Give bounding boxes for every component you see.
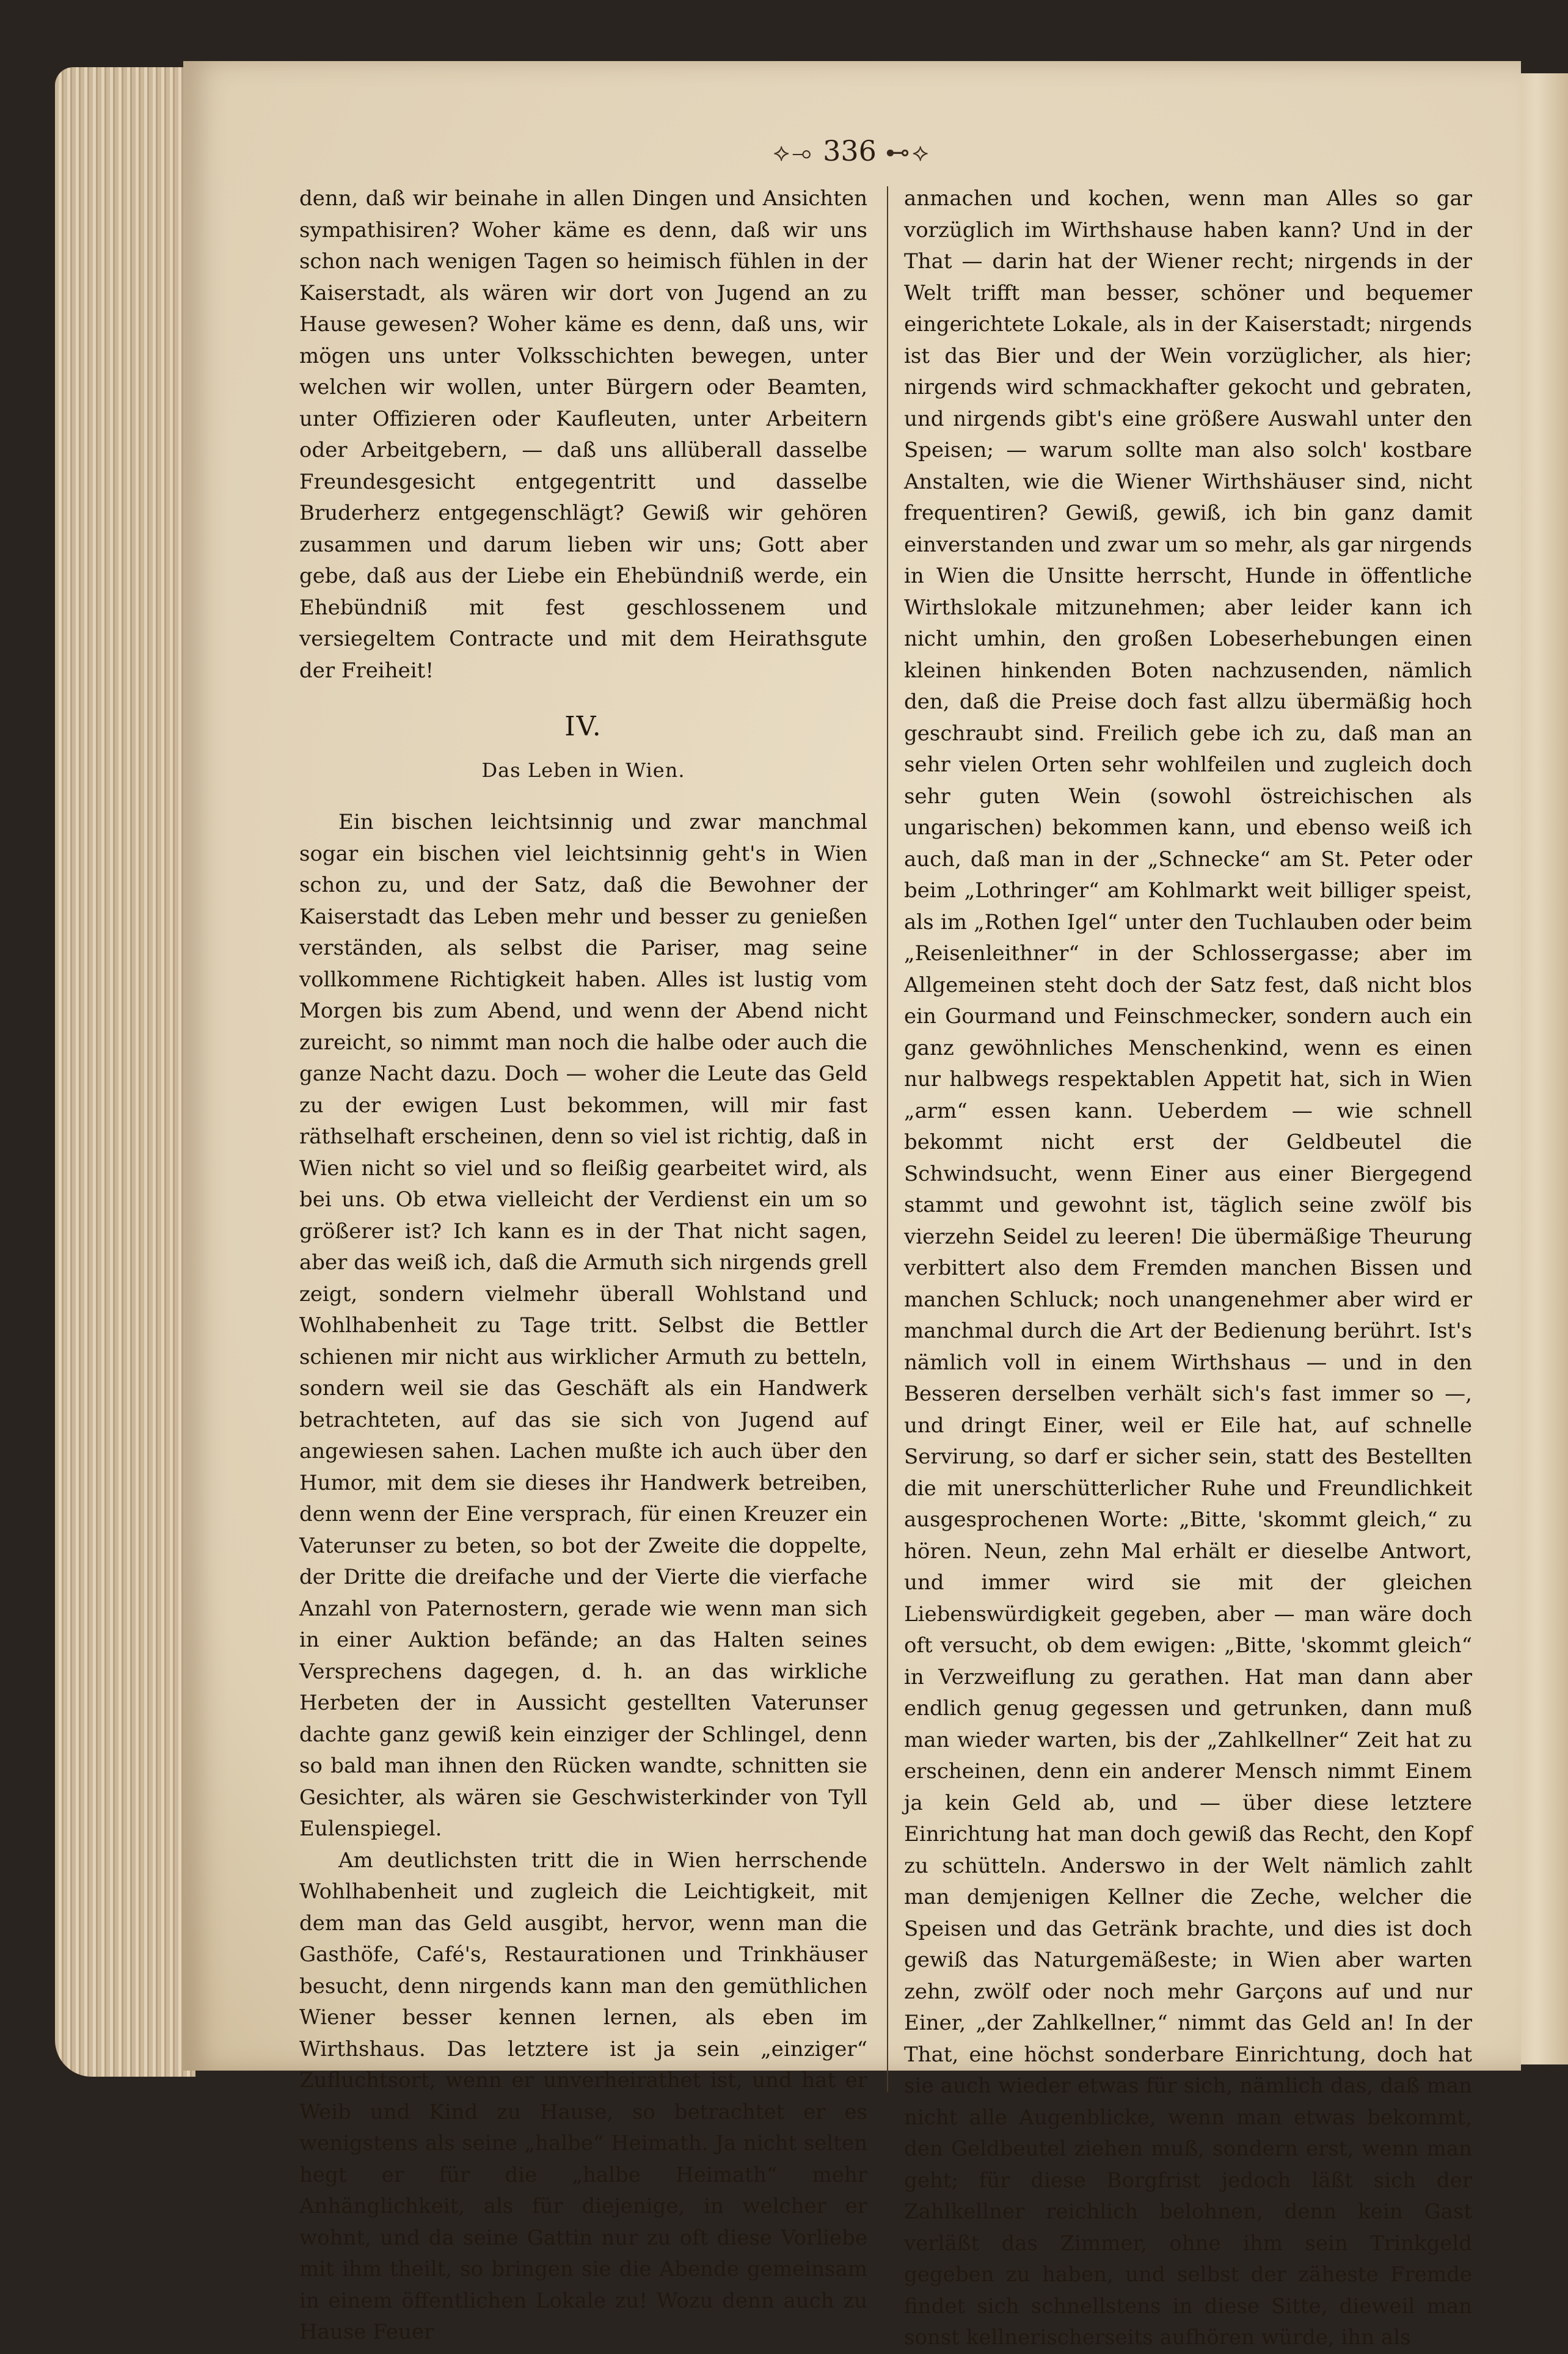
book-page xyxy=(183,61,1521,2350)
page-header xyxy=(183,134,1521,167)
paragraph: denn, daß wir beinahe in allen Dingen und Ansichten sympathisiren? Woher käme es denn, daß wir uns schon nach wenigen Tagen so heimisch fühlen in der Kaiserstadt, als wären wir dort von Jugend an zu Hause gewesen? Woher käme es denn, daß uns, wir mögen uns unter Volksschichten bewegen, unter welchen wir wollen, unter Bürgern oder Beamten, unter Offizieren oder Kaufleuten, unter Arbeitern oder Arbeitgebern, — daß uns allüberall dasselbe Freundesgesicht entgegentritt und dasselbe Bruderherz entgegenschlägt? Gewiß wir gehören zusammen und darum lieben wir uns; Gott aber gebe, daß aus der Liebe ein Ehebündniß werde, ein Ehebündniß mit fest geschlossenem und versiegeltem Contracte und mit dem Heirathsgute der Freiheit! xyxy=(299,186,867,683)
paragraph: Ein bischen leichtsinnig und zwar manchmal sogar ein bischen viel leichtsinnig geht's in Wien schon zu, und der Satz, daß die Bewohner der Kaiserstadt das Leben mehr und besser zu genießen verständen, als selbst die Pariser, mag seine vollkommene Richtigkeit haben. Alles ist lustig vom Morgen bis zum Abend, und wenn der Abend nicht zureicht, so nimmt man noch die halbe oder auch die ganze Nacht dazu. Doch — woher die Leute das Geld zu der ewigen Lust bekommen, will mir fast räthselhaft erscheinen, denn so viel ist richtig, daß in Wien nicht so viel und so fleißig gearbeitet wird, als bei uns. Ob etwa vielleicht der Verdienst ein um so größerer ist? Ich kann es in der That nicht sagen, aber das weiß ich, daß die Armuth sich nirgends grell zeigt, sondern vielmehr überall Wohlstand und Wohlhabenheit zu Tage tritt. Selbst die Bettler schienen mir nicht aus wirklicher Armuth zu betteln, sondern weil sie das Geschäft als ein Handwerk betrachteten, auf das sie sich von Jugend auf angewiesen sahen. Lachen mußte ich auch über den Humor, mit dem sie dieses ihr Handwerk betreiben, denn wenn der Eine versprach, für einen Kreuzer ein Vaterunser zu beten, so bot der Zweite die doppelte, der Dritte die dreifache und der Vierte die vierfache Anzahl von Paternostern, gerade wie wenn man sich in einer Auktion befände; an das Halten seines Versprechens dagegen, d. h. an das wirkliche Herbeten der in Aussicht gestellten Vaterunser dachte ganz gewiß kein einziger der Schlingel, denn so bald man ihnen den Rücken wandte, schnitten sie Gesichter, als wären sie Geschwisterkinder von Tyll Eulenspiegel. xyxy=(299,810,867,1841)
paragraph: anmachen und kochen, wenn man Alles so gar vorzüglich im Wirthshause haben kann? Und in der That — darin hat der Wiener recht; nirgends in der Welt trifft man besser, schöner und bequemer eingerichtete Lokale, als in der Kaiserstadt; nirgends ist das Bier und der Wein vorzüglicher, als hier; nirgends wird schmackhafter gekocht und gebraten, und nirgends gibt's eine größere Auswahl unter den Speisen; — warum sollte man also solch' kostbare Anstalten, wie die Wiener Wirthshäuser sind, nicht frequentiren? Gewiß, gewiß, ich bin ganz damit einverstanden und zwar um so mehr, als gar nirgends in Wien die Unsitte herrscht, Hunde in öffentliche Wirthslokale mitzunehmen; aber leider kann ich nicht umhin, den großen Lobeserhebungen einen kleinen hinkenden Boten nachzusenden, nämlich den, daß die Preise doch fast allzu übermäßig hoch geschraubt sind. Freilich gebe ich zu, daß man an sehr vielen Orten sehr wohlfeilen und zugleich doch sehr guten Wein (sowohl östreichischen als ungarischen) bekommen kann, und ebenso weiß ich auch, daß man in der „Schnecke“ am St. Peter oder beim „Lothringer“ am Kohlmarkt weit billiger speist, als im „Rothen Igel“ unter den Tuchlauben oder beim „Reisenleithner“ in der Schlossergasse; aber im Allgemeinen steht doch der Satz fest, daß nicht blos ein Gourmand und Feinschmecker, sondern auch ein ganz gewöhnliches Menschenkind, wenn es einen nur halbwegs respektablen Appetit hat, sich in Wien „arm“ essen kann. Ueberdem — wie schnell bekommt nicht erst der Geldbeutel die Schwindsucht, wenn Einer aus einer Biergegend stammt und gewohnt ist, täglich seine zwölf bis vierzehn Seidel zu leeren! Die übermäßige Theurung verbittert also dem Fremden manchen Bissen und manchen Schluck; noch unangenehmer aber wird er manchmal durch die Art der Bedienung berührt. Ist's nämlich voll in einem Wirthshaus — und in den Besseren derselben verhält sich's fast immer so —, und dringt Einer, weil er Eile hat, auf schnelle Servirung, so darf er sicher sein, statt des Bestellten die mit unerschütterlicher Ruhe und Freundlichkeit ausgesprochenen Worte: „Bitte, 'skommt gleich,“ zu hören. Neun, zehn Mal erhält er dieselbe Antwort, und immer wird sie mit der gleichen Liebenswürdigkeit gegeben, aber — man wäre doch oft versucht, ob dem ewigen: „Bitte, 'skommt gleich“ in Verzweiflung zu gerathen. Hat man dann aber endlich genug gegessen und getrunken, dann muß man wieder warten, bis der „Zahlkellner“ Zeit hat zu erscheinen, denn ein anderer Mensch nimmt Einem ja kein Geld ab, und — über diese letztere Einrichtung hat man doch gewiß das Recht, den Kopf zu schütteln. Anderswo in der Welt nämlich zahlt man demjenigen Kellner die Zeche, welcher die Speisen und das Getränk brachte, und dies ist doch gewiß das Naturgemäßeste; in Wien aber warten zehn, zwölf oder noch mehr Garçons auf und nur Einer, „der Zahlkellner,“ nimmt das Geld an! In der That, eine höchst sonderbare Einrichtung, doch hat sie auch wieder etwas für sich, nämlich das, daß man nicht alle Augenblicke, wenn man etwas bekommt, den Geldbeutel ziehen muß, sondern erst, wenn man geht; für diese Borgfrist jedoch läßt sich der Zahlkellner reichlich belohnen, denn kein Gast verläßt das Zimmer, ohne ihm sein Trinkgeld gegeben zu haben, und selbst der zäheste Fremde findet sich schnellstens in diese Sitte, dieweil man sonst kellnerischerseits aufhören würde, ihn als xyxy=(904,186,1472,2350)
right-column xyxy=(904,183,1472,2354)
next-page-edge xyxy=(1515,73,1568,2064)
paragraph: Am deutlichsten tritt die in Wien herrschende Wohlhabenheit und zugleich die Leichtigkeit, mit dem man das Geld ausgibt, hervor, wenn man die Gasthöfe, Café's, Restaurationen und Trinkhäuser besucht, denn nirgends kann man den gemüthlichen Wiener besser kennen lernen, als eben im Wirthshaus. Das letztere ist ja sein „einziger“ Zufluchtsort, wenn er unverheirathet ist, und hat er Weib und Kind zu Hause, so betrachtet er es wenigstens als seine „halbe“ Heimath. Ja nicht selten hegt er für die „halbe Heimath“ mehr Anhänglichkeit, als für diejenige, in welcher er wohnt, und da seine Gattin nur zu oft diese Vorliebe mit ihm theilt, so bringen sie die Abende gemeinsam in einem öffentlichen Lokale zu! Wozu denn auch zu Hause Feuer xyxy=(299,1848,867,2344)
column-divider xyxy=(887,186,888,2092)
book-page-edges xyxy=(55,67,195,2077)
section-number: IV. xyxy=(564,711,602,742)
left-column xyxy=(299,183,867,2349)
ornament-right-icon: ⊷⟡ xyxy=(885,139,931,167)
page-number: 336 xyxy=(823,134,877,167)
section-title: Das Leben in Wien. xyxy=(481,758,685,782)
ornament-left-icon: ⟡⊸ xyxy=(773,139,814,167)
